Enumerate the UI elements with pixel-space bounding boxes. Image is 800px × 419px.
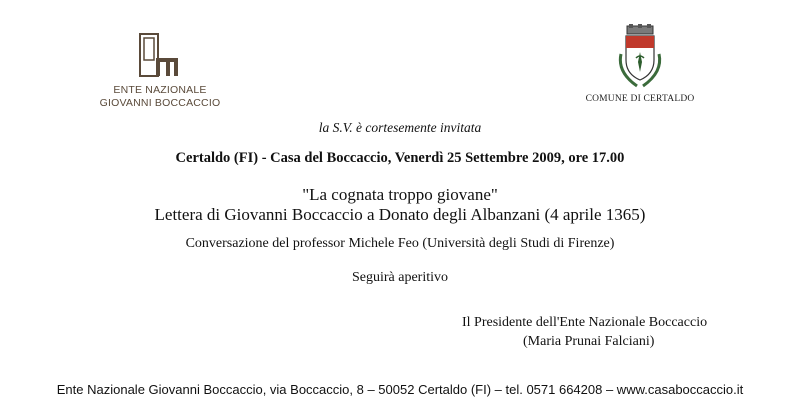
comune-certaldo-logo [575, 24, 705, 110]
aperitivo-note: Seguirà aperitivo [351, 270, 449, 285]
logo-text-line2: GIOVANNI BOCCACCIO [99, 97, 221, 109]
coat-of-arms-icon [615, 24, 665, 92]
chair-logo-icon [136, 30, 184, 80]
speaker-line: Conversazione del professor Michele Feo (Università degli Studi di Firenze) [185, 236, 615, 251]
logo-text-line1: ENTE NAZIONALE [113, 84, 207, 96]
event-details: Certaldo (FI) - Casa del Boccaccio, Venerdì 25 Settembre 2009, ore 17.00 [175, 150, 625, 166]
footer-contact: Ente Nazionale Giovanni Boccaccio, via Boccaccio, 8 – 50052 Certaldo (FI) – tel. 0571 664208 – www.casaboccaccio.it [56, 382, 744, 397]
comune-caption: COMUNE DI CERTALDO [585, 94, 695, 104]
event-title: "La cognata troppo giovane" [302, 185, 498, 204]
event-subtitle: Lettera di Giovanni Boccaccio a Donato degli Albanzani (4 aprile 1365) [154, 205, 646, 224]
signature-name: (Maria Prunai Falciani) [523, 334, 655, 349]
ente-boccaccio-logo [90, 30, 230, 112]
invitation-intro: la S.V. è cortesemente invitata [318, 120, 482, 135]
signature-role: Il Presidente dell'Ente Nazionale Boccaccio [462, 315, 708, 330]
